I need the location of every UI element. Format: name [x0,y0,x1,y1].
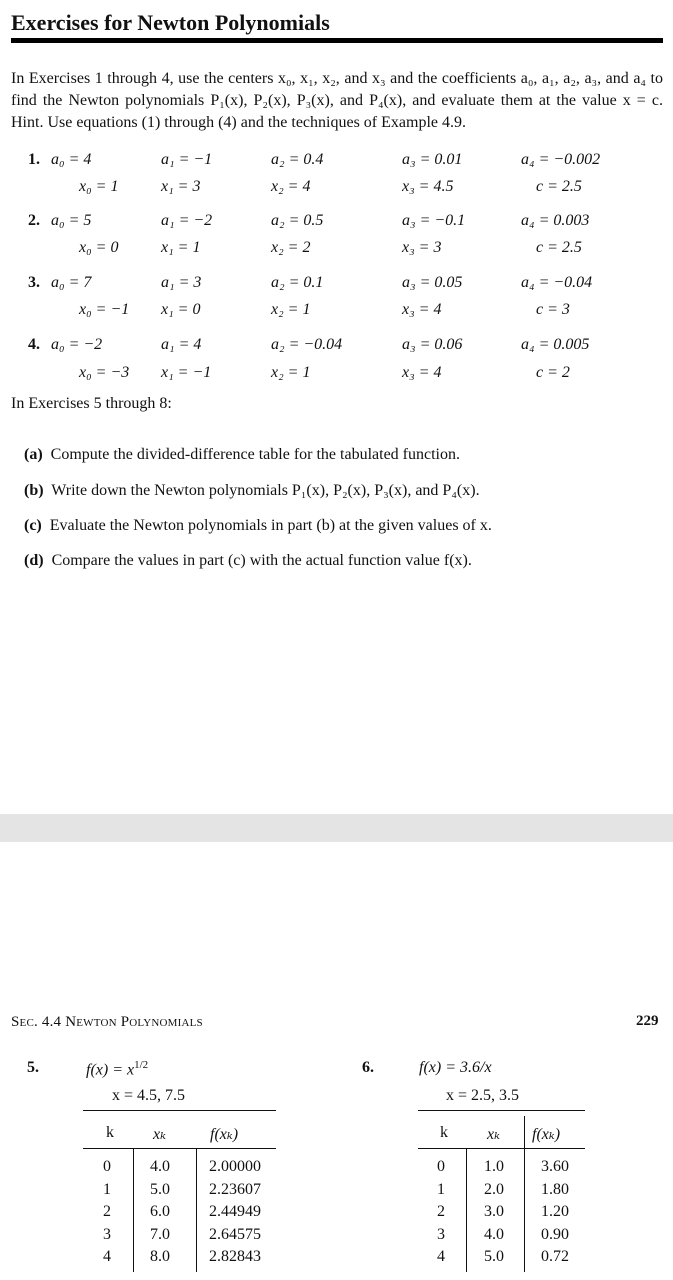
part-text: Evaluate the Newton polynomials in part (b) at the given values of x. [49,517,492,534]
table-cell: 2 [437,1203,445,1220]
center-x2: x₂ = 4 [271,178,311,195]
eval-point-c: c = 2.5 [536,239,582,256]
coef-a3: a₃ = −0.1 [402,212,466,229]
part-a [24,446,460,464]
part-label: (b) [24,482,44,499]
table-cell: 3 [437,1225,445,1243]
eval-x-values: x = 4.5, 7.5 [112,1087,186,1104]
center-x3: x₃ = 4 [402,364,442,381]
table-cell: 8.0 [150,1248,170,1265]
header-xk: xₖ [153,1126,166,1143]
exercise-number: 1. [28,151,40,168]
table-cell: 0 [437,1158,445,1175]
table-cell: 6.0 [150,1203,170,1220]
table-divider [524,1148,525,1272]
table-top-rule [83,1110,276,1111]
column-fxk [530,1156,580,1269]
sub-intro: In Exercises 5 through 8: [11,395,172,412]
table-cell: 4 [437,1248,445,1265]
table-cell: 1 [103,1180,111,1198]
coef-a3: a₃ = 0.01 [402,151,463,168]
coef-a4: a₄ = 0.003 [521,212,590,229]
table-cell: 4.0 [484,1225,504,1243]
table-cell: 5.0 [484,1248,504,1265]
exercise-number: 4. [28,336,40,353]
table-cell: 1.80 [541,1180,569,1198]
table-cell: 2.64575 [209,1225,261,1243]
function-exponent: 1/2 [134,1059,149,1071]
exercise-number: 5. [27,1059,39,1076]
part-text: Write down the Newton polynomials P₁(x), P₂(x), P₃(x), and P₄(x). [51,482,480,499]
center-x1: x₁ = 1 [161,239,201,256]
coef-a4: a₄ = 0.005 [521,336,590,353]
part-label: (c) [24,517,42,534]
coef-a1: a₁ = −1 [161,151,213,168]
table-cell: 1.0 [484,1158,504,1175]
eval-point-c: c = 3 [536,301,570,318]
table-cell: 5.0 [150,1180,170,1198]
eval-point-c: c = 2 [536,364,570,381]
eval-x-values: x = 2.5, 3.5 [446,1087,520,1104]
header-fxk: f(xₖ) [532,1126,561,1143]
intro-paragraph: In Exercises 1 through 4, use the centers x₀, x₁, x₂, and x₃ and the coefficients a₀, a₁, a₂, a₃, and a₄ to find the Newton polynomials P₁(x), P₂(x), P₃(x), and P₄(x), and evaluate them at the value x = c. Hint. Use equations (1) through (4) and the techniques of Example 4.9. [11,70,663,131]
center-x0: x₀ = −3 [79,364,130,381]
part-label: (a) [24,446,43,463]
header-fxk: f(xₖ) [210,1126,239,1143]
table-cell: 7.0 [150,1225,170,1243]
coef-a2: a₂ = 0.1 [271,274,324,291]
table-cell: 1.20 [541,1203,569,1220]
table-divider [524,1116,525,1148]
center-x3: x₃ = 3 [402,239,442,256]
table-divider [133,1148,134,1272]
column-k [92,1156,122,1269]
table-top-rule [418,1110,585,1111]
coef-a3: a₃ = 0.06 [402,336,463,353]
table-header-rule [418,1148,585,1149]
center-x2: x₂ = 2 [271,239,311,256]
column-xk [474,1156,514,1269]
page-number: 229 [636,1013,659,1029]
eval-point-c: c = 2.5 [536,178,582,195]
function-base: f(x) = x [86,1061,135,1079]
table-cell: 2.00000 [209,1158,261,1175]
center-x2: x₂ = 1 [271,301,311,318]
table-divider [196,1148,197,1272]
center-x3: x₃ = 4.5 [402,178,454,195]
header-k: k [106,1124,114,1141]
coef-a1: a₁ = −2 [161,212,213,229]
part-label: (d) [24,552,44,569]
coef-a1: a₁ = 4 [161,336,202,353]
coef-a0: a₀ = 7 [51,274,92,291]
center-x1: x₁ = 0 [161,301,201,318]
table-cell: 2.23607 [209,1180,261,1198]
table-cell: 2.0 [484,1180,504,1198]
part-text: Compare the values in part (c) with the actual function value f(x). [51,552,472,569]
coef-a2: a₂ = 0.5 [271,212,324,229]
center-x3: x₃ = 4 [402,301,442,318]
title-rule [11,38,663,43]
table-header-rule [83,1148,276,1149]
exercise-number: 2. [28,212,40,229]
page-gap-band [0,814,673,842]
table-cell: 2 [103,1203,111,1220]
table-cell: 0.90 [541,1225,569,1243]
section-header: Sec. 4.4 Newton Polynomials [11,1014,203,1030]
coef-a2: a₂ = 0.4 [271,151,324,168]
part-c [24,517,492,535]
table-cell: 4.0 [150,1158,170,1175]
coef-a0: a₀ = −2 [51,336,103,353]
page-title: Exercises for Newton Polynomials [11,10,330,35]
table-cell: 0.72 [541,1248,569,1265]
center-x1: x₁ = 3 [161,178,201,195]
center-x0: x₀ = 0 [79,239,119,256]
function-definition: f(x) = 3.6/x [419,1059,492,1076]
coef-a4: a₄ = −0.002 [521,151,601,168]
table-cell: 3 [103,1225,111,1243]
center-x1: x₁ = −1 [161,364,212,381]
center-x2: x₂ = 1 [271,364,311,381]
table-cell: 1 [437,1180,445,1198]
function-definition [86,1059,148,1079]
part-b [24,482,480,500]
table-cell: 3.60 [541,1158,569,1175]
coef-a4: a₄ = −0.04 [521,274,593,291]
coef-a1: a₁ = 3 [161,274,202,291]
column-k [426,1156,456,1269]
table-cell: 2.44949 [209,1203,261,1220]
part-d [24,552,472,570]
coef-a0: a₀ = 4 [51,151,92,168]
coef-a2: a₂ = −0.04 [271,336,343,353]
coef-a0: a₀ = 5 [51,212,92,229]
center-x0: x₀ = 1 [79,178,119,195]
table-divider [466,1148,467,1272]
table-cell: 4 [103,1248,111,1265]
column-fxk [200,1156,270,1269]
header-xk: xₖ [487,1126,500,1143]
exercise-number: 3. [28,274,40,291]
table-cell: 0 [103,1158,111,1175]
header-k: k [440,1124,448,1141]
table-cell: 3.0 [484,1203,504,1220]
exercise-number: 6. [362,1059,374,1076]
table-cell: 2.82843 [209,1248,261,1265]
coef-a3: a₃ = 0.05 [402,274,463,291]
part-text: Compute the divided-difference table for the tabulated function. [50,446,460,463]
column-xk [140,1156,180,1269]
center-x0: x₀ = −1 [79,301,130,318]
